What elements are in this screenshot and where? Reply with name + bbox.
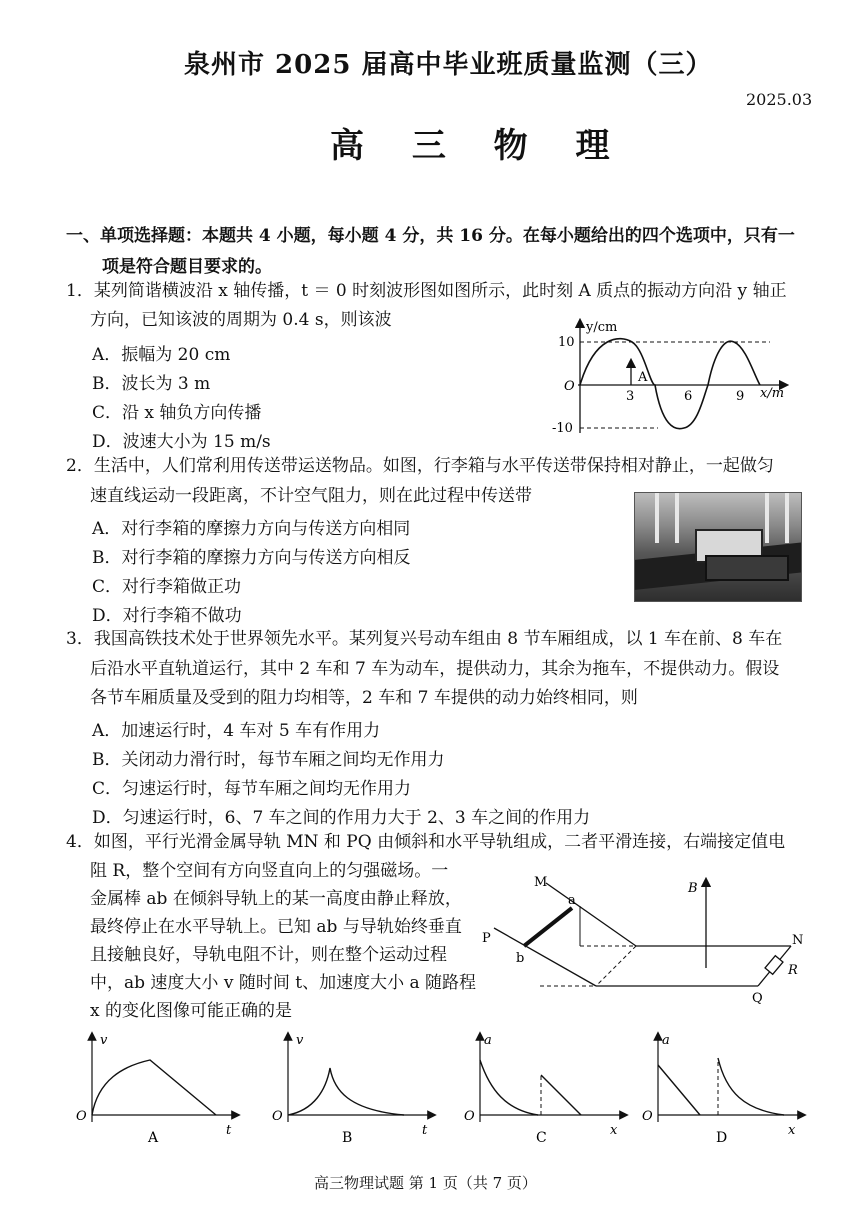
q1-point-a-label: A	[638, 370, 648, 385]
q4-graph-d-xlabel: x	[788, 1123, 796, 1138]
q4-label-p: P	[482, 931, 491, 946]
q4-stem-line5: 且接触良好，导轨电阻不计，则在整个运动过程	[90, 945, 447, 965]
q4-graph-b-origin: O	[272, 1109, 283, 1124]
q2-stem-line2: 速直线运动一段距离，不计空气阻力，则在此过程中传送带	[90, 486, 532, 506]
q1-xtick-9: 9	[736, 389, 745, 404]
q3-option-b: B．关闭动力滑行时，每节车厢之间均无作用力	[92, 750, 445, 770]
q4-graph-a-label: A	[148, 1130, 159, 1145]
q1-option-c: C．沿 x 轴负方向传播	[92, 403, 262, 423]
q1-stem-line1: 1．某列简谐横波沿 x 轴传播，t ＝ 0 时刻波形图如图所示，此时刻 A 质点的振动方向沿 y 轴正	[66, 281, 787, 301]
q1-xtick-3: 3	[626, 389, 635, 404]
q4-graph-c-ylabel: a	[484, 1033, 492, 1048]
q4-label-n: N	[792, 933, 804, 948]
exam-date: 2025.03	[746, 90, 813, 109]
q4-graph-b-ylabel: v	[296, 1033, 304, 1048]
q4-graph-b	[264, 1030, 444, 1145]
q1-ytick-10: 10	[558, 335, 575, 350]
q4-rail-figure	[476, 868, 816, 1008]
q4-graph-b-curve	[288, 1068, 404, 1115]
q4-graph-c	[456, 1030, 636, 1145]
q4-graph-d-ylabel: a	[662, 1033, 670, 1048]
q2-option-b: B．对行李箱的摩擦力方向与传送方向相反	[92, 548, 411, 568]
q4-stem-line3: 金属棒 ab 在倾斜导轨上的某一高度由静止释放，	[90, 889, 462, 909]
subject-title: 高 三 物 理	[330, 126, 628, 166]
page-footer: 高三物理试题 第 1 页（共 7 页）	[314, 1174, 537, 1192]
q4-rod-ab	[524, 908, 572, 946]
q4-graph-a-xlabel: t	[226, 1123, 232, 1138]
q3-option-d: D．匀速运行时，6、7 车之间的作用力大于 2、3 车之间的作用力	[92, 808, 591, 828]
q3-stem-line1: 3．我国高铁技术处于世界领先水平。某列复兴号动车组由 8 节车厢组成，以 1 车在前、8 车在	[66, 629, 783, 649]
q4-graph-d-label: D	[716, 1130, 728, 1145]
exam-title: 泉州市 2025 届高中毕业班质量监测（三）	[184, 50, 713, 80]
q4-graph-d	[634, 1030, 814, 1145]
q1-ytick-neg10: -10	[552, 421, 573, 436]
q4-label-b-field: B	[688, 881, 698, 896]
q4-label-m: M	[534, 875, 548, 890]
q3-option-a: A．加速运行时，4 车对 5 车有作用力	[92, 721, 381, 741]
q4-label-q: Q	[752, 991, 763, 1006]
q4-graph-c-curve1	[480, 1060, 538, 1115]
q2-stem-line1: 2．生活中，人们常利用传送带运送物品。如图，行李箱与水平传送带保持相对静止，一起做匀	[66, 456, 774, 476]
q4-graph-b-xlabel: t	[422, 1123, 428, 1138]
q4-graph-d-curve2	[718, 1058, 784, 1115]
q4-label-r: R	[788, 963, 798, 978]
q4-graph-c-xlabel: x	[610, 1123, 618, 1138]
q1-option-d: D．波速大小为 15 m/s	[92, 432, 271, 452]
q1-x-label: x/m	[760, 386, 785, 401]
q4-graph-a	[68, 1030, 248, 1145]
q3-stem-line3: 各节车厢质量及受到的阻力均相等，2 车和 7 车提供的动力始终相同，则	[90, 688, 638, 708]
q4-stem-line1: 4．如图，平行光滑金属导轨 MN 和 PQ 由倾斜和水平导轨组成，二者平滑连接，右端接定值电	[66, 832, 786, 852]
q1-option-a: A．振幅为 20 cm	[92, 345, 231, 365]
q4-graph-d-curve1	[658, 1065, 700, 1115]
q4-graph-c-origin: O	[464, 1109, 475, 1124]
q4-graph-b-label: B	[342, 1130, 353, 1145]
q1-wave-figure	[540, 315, 800, 440]
conveyor-belt-photo	[634, 492, 802, 602]
q1-wave-curve	[580, 339, 760, 429]
section-heading-cont: 项是符合题目要求的。	[102, 257, 272, 277]
q4-graph-a-origin: O	[76, 1109, 87, 1124]
q1-y-label: y/cm	[586, 320, 618, 335]
q1-stem-line2: 方向，已知该波的周期为 0.4 s，则该波	[90, 310, 392, 330]
q4-graph-d-origin: O	[642, 1109, 653, 1124]
q1-option-b: B．波长为 3 m	[92, 374, 211, 394]
q3-option-c: C．匀速运行时，每节车厢之间均无作用力	[92, 779, 412, 799]
q4-stem-line6: 中，ab 速度大小 v 随时间 t、加速度大小 a 随路程	[90, 973, 477, 993]
q4-label-a: a	[568, 893, 576, 908]
q1-origin: O	[564, 379, 575, 394]
q4-stem-line7: x 的变化图像可能正确的是	[90, 1001, 292, 1021]
q2-option-c: C．对行李箱做正功	[92, 577, 242, 597]
q2-option-a: A．对行李箱的摩擦力方向与传送方向相同	[92, 519, 411, 539]
q4-stem-line2: 阻 R，整个空间有方向竖直向上的匀强磁场。一	[90, 861, 449, 881]
q4-graph-c-label: C	[536, 1130, 547, 1145]
q4-graph-c-curve2	[541, 1075, 581, 1115]
q1-xtick-6: 6	[684, 389, 693, 404]
q4-stem-line4: 最终停止在水平导轨上。已知 ab 与导轨始终垂直	[90, 917, 462, 937]
q2-option-d: D．对行李箱不做功	[92, 606, 242, 626]
q4-label-b: b	[516, 951, 525, 966]
q4-graph-a-curve	[92, 1060, 216, 1115]
section-heading: 一、单项选择题：本题共 4 小题，每小题 4 分，共 16 分。在每小题给出的四个选项中，只有一	[66, 226, 795, 246]
q4-graph-a-ylabel: v	[100, 1033, 108, 1048]
q3-stem-line2: 后沿水平直轨道运行，其中 2 车和 7 车为动车，提供动力，其余为拖车，不提供动力。假设	[90, 659, 780, 679]
